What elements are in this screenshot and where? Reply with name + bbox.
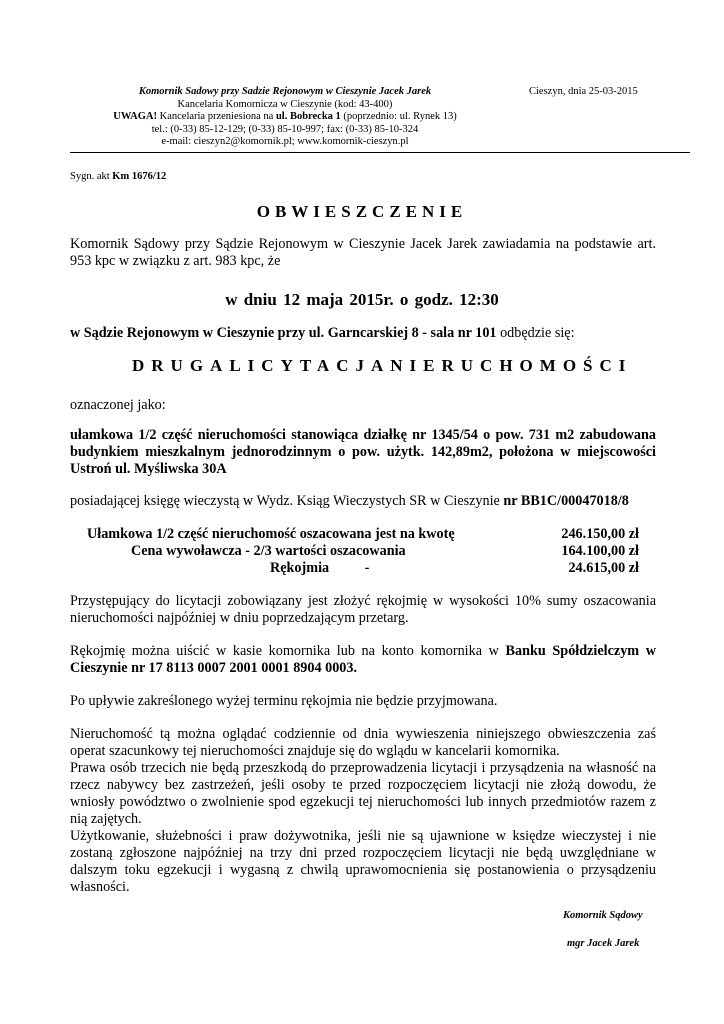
letterhead-phones: tel.: (0-33) 85-12-129; (0-33) 85-10-997; fax: (0-33) 85-10-324 xyxy=(151,123,419,135)
deposit-paragraph: Przystępujący do licytacji zobowiązany jest złożyć rękojmię w wysokości 10% sumy oszacowania nieruchomości najpóźniej w dniu poprzedzającym przetarg. xyxy=(70,593,656,626)
land-register-text: posiadającej księgę wieczystą w Wydz. Ksiąg Wieczystych SR w Cieszynie xyxy=(70,493,504,509)
valuation-row xyxy=(70,560,656,577)
notice-post: (poprzednio: ul. Rynek 13) xyxy=(340,111,457,123)
case-label: Sygn. akt xyxy=(70,171,113,182)
letterhead-title: Komornik Sadowy przy Sadzie Rejonowym w Cieszynie Jacek Jarek xyxy=(138,86,432,97)
auction-word-3: NIERUCHOMOŚCI xyxy=(390,356,633,375)
payment-bank: Banku Spółdzielczym w Cieszynie nr 17 8113 0007 2001 0001 8904 0003. xyxy=(70,643,656,676)
document-date: Cieszyn, dnia 25-03-2015 xyxy=(529,86,638,97)
notice-label: UWAGA! xyxy=(113,111,157,123)
valuation-row xyxy=(70,526,656,543)
deadline-paragraph: Po upływie zakreślonego wyżej terminu rękojmia nie będzie przyjmowana. xyxy=(70,693,498,709)
third-party-paragraph: Prawa osób trzecich nie będą przeszkodą do przeprowadzenia licytacji i przysądzenia na własność na rzecz nabywcy bez zastrzeżeń, jeśli osoby te przed rozpoczęciem licytacji nie złożą dowodu, że wniosły powództwo o zwolnienie spod egzekucji tej nieruchomości lub innych przedmiotów razem z nią zajętych. xyxy=(70,760,656,827)
auction-place xyxy=(70,325,656,342)
case-reference xyxy=(70,171,166,182)
notice-pre: Kancelaria przeniesiona na xyxy=(157,111,276,123)
header-divider xyxy=(70,152,690,153)
letterhead-office: Kancelaria Komornicza w Cieszynie (kod: 43-400) xyxy=(177,98,393,110)
valuation-label: Cena wywoławcza - 2/3 wartości oszacowania xyxy=(131,543,406,559)
valuation-row xyxy=(70,543,656,560)
usufruct-paragraph: Użytkowanie, służebności i praw dożywotnika, jeśli nie są ujawnione w księdze wieczystej i nie zostaną zgłoszone najpóźniej na trzy dni przed rozpoczęciem licytacji nie będą uwzględniane w dalszym toku egzekucji i wygasną z chwilą uprawomocnienia się postanowienia o przysądzeniu własności. xyxy=(70,828,656,895)
auction-datetime: w dniu 12 maja 2015r. o godz. 12:30 xyxy=(225,290,499,309)
auction-heading xyxy=(132,356,633,376)
signature-name: mgr Jacek Jarek xyxy=(567,938,640,949)
valuation-label: Rękojmia - xyxy=(270,560,370,576)
letterhead-notice xyxy=(85,111,485,124)
letterhead-contact: e-mail: cieszyn2@komornik.pl; www.komornik-cieszyn.pl xyxy=(161,136,409,148)
valuation-label: Ułamkowa 1/2 część nieruchomość oszacowana jest na kwotę xyxy=(87,526,455,542)
auction-word-1: DRUGA xyxy=(132,356,230,375)
property-description: ułamkowa 1/2 część nieruchomości stanowiąca działkę nr 1345/54 o pow. 731 m2 zabudowana budynkiem mieszkalnym jednorodzinnym o pow. użytk. 142,89m2, położona w miejscowości Ustroń ul. Myśliwska 30A xyxy=(70,427,656,477)
auction-place-bold: w Sądzie Rejonowym w Cieszynie przy ul. Garncarskiej 8 - sala nr 101 xyxy=(70,325,497,341)
valuation-amount: 24.615,00 zł xyxy=(568,560,639,576)
land-register-number: nr BB1C/00047018/8 xyxy=(503,493,629,509)
valuation-amount: 246.150,00 zł xyxy=(561,526,639,542)
signature-role: Komornik Sądowy xyxy=(563,910,643,921)
payment-paragraph xyxy=(70,643,656,677)
notice-address: ul. Bobrecka 1 xyxy=(275,111,341,123)
designated-label: oznaczonej jako: xyxy=(70,397,166,413)
auction-place-rest: odbędzie się: xyxy=(496,325,575,341)
inspection-paragraph: Nieruchomość tą można oglądać codziennie od dnia wywieszenia niniejszego obwieszczenia zaś operat szacunkowy tej nieruchomości znajduje się do wglądu w kancelarii komornika. xyxy=(70,726,656,759)
land-register xyxy=(70,493,656,510)
auction-word-2: LICYTACJA xyxy=(229,356,391,375)
letterhead xyxy=(85,86,485,149)
payment-text: Rękojmię można uiścić w kasie komornika lub na konto komornika w xyxy=(70,643,506,659)
document-title: OBWIESZCZENIE xyxy=(256,202,468,221)
intro-paragraph: Komornik Sądowy przy Sądzie Rejonowym w Cieszynie Jacek Jarek zawiadamia na podstawie art. 953 kpc w związku z art. 983 kpc, że xyxy=(70,236,656,269)
valuation-amount: 164.100,00 zł xyxy=(561,543,639,559)
case-number: Km 1676/12 xyxy=(112,171,167,182)
